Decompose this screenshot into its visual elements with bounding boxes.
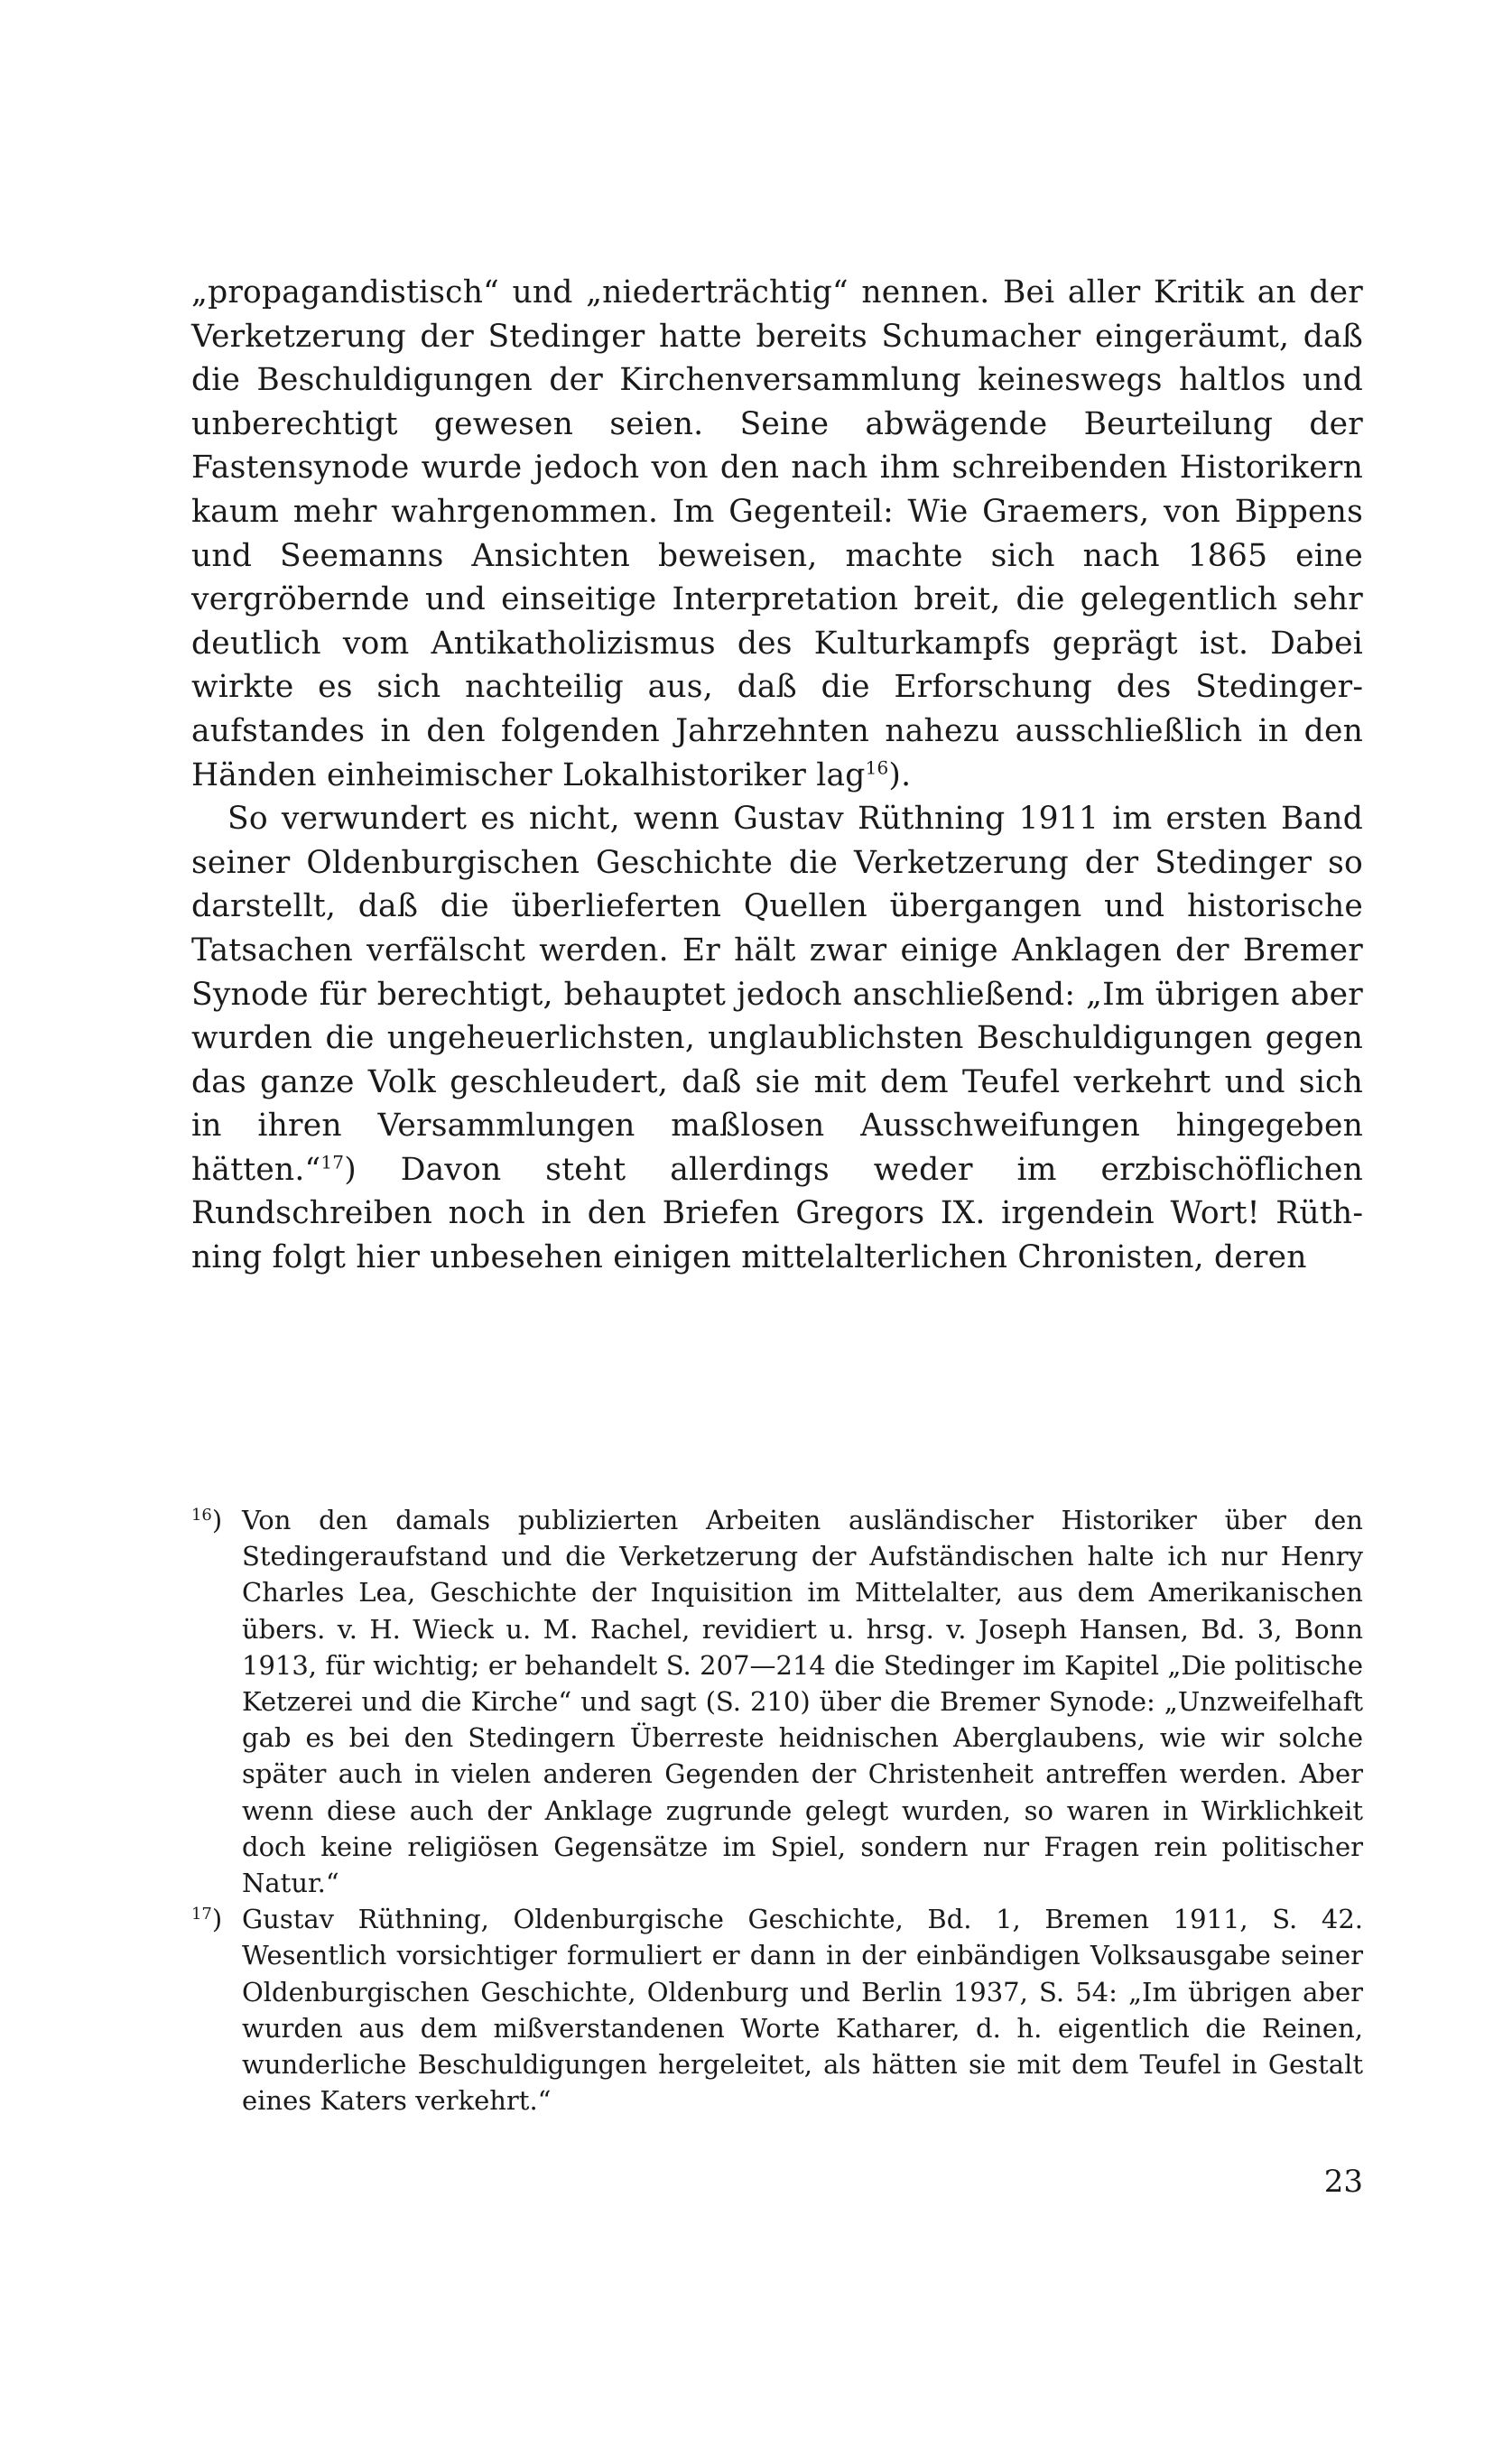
page-number: 23	[1323, 2164, 1363, 2200]
paragraph-1-text: „propagandistisch“ und „niederträchtig“ nennen. Bei aller Kritik an der Verketzerung der Stedinger hatte bereits Schumacher eingeräumt, daß die Beschuldigungen der Kirchenversammlung keineswegs haltlos und unberechtigt gewesen seien. Seine abwägende Beurteilung der Fastensynode wurde jedoch von den nach ihm schreibenden Historikern kaum mehr wahrgenommen. Im Gegenteil: Wie Graemers, von Bippens und Seemanns Ansichten beweisen, machte sich nach 1865 eine vergröbernde und einseitige Interpretation breit, die gelegentlich sehr deutlich vom Antikatholizismus des Kulturkampfs geprägt ist. Dabei wirkte es sich nachteilig aus, daß die Erforschung des Stedingeraufstandes in den folgenden Jahrzehnten nahezu ausschließlich in den Händen einheimischer Lokalhistoriker lag	[191, 274, 1363, 793]
footnote-16-number: 16	[191, 1506, 212, 1525]
footnote-16	[191, 1502, 1363, 1901]
footnote-16-marker	[191, 1502, 222, 1538]
footnote-ref-17: 17	[320, 1151, 345, 1173]
footnote-17-marker	[191, 1901, 222, 1937]
footnote-17-number: 17	[191, 1905, 212, 1924]
footnote-16-paren: )	[211, 1505, 223, 1535]
footnote-17	[191, 1901, 1363, 2119]
body-text	[191, 271, 1363, 1280]
paragraph-1	[191, 271, 1363, 797]
paragraph-2-tail: ) Davon steht allerdings weder im erzbischöflichen Rundschreiben noch in den Briefen Gregors IX. irgendein Wort! Rüthning folgt hier unbesehen einigen mittelalterlichen Chronisten, deren	[191, 1151, 1363, 1276]
paragraph-2	[191, 797, 1363, 1280]
footnote-16-text: Von den damals publizierten Arbeiten ausländischer Historiker über den Stedingeraufstand und die Verketzerung der Aufständischen halte ich nur Henry Charles Lea, Geschichte der Inquisition im Mittelalter, aus dem Amerikanischen übers. v. H. Wieck u. M. Rachel, revidiert u. hrsg. v. Joseph Hansen, Bd. 3, Bonn 1913, für wichtig; er behandelt S. 207—214 die Stedinger im Kapitel „Die politische Ketzerei und die Kirche“ und sagt (S. 210) über die Bremer Synode: „Unzweifelhaft gab es bei den Stedingern Überreste heidnischen Aberglaubens, wie wir solche später auch in vielen anderen Gegenden der Christenheit antreffen werden. Aber wenn diese auch der Anklage zugrunde gelegt wurden, so waren in Wirklichkeit doch keine religiösen Gegensätze im Spiel, sondern nur Fragen rein politischer Natur.“	[242, 1505, 1363, 1899]
footnote-17-text: Gustav Rüthning, Oldenburgische Geschichte, Bd. 1, Bremen 1911, S. 42. Wesentlich vorsichtiger formuliert er dann in der einbändigen Volksausgabe seiner Oldenburgischen Geschichte, Oldenburg und Berlin 1937, S. 54: „Im übrigen aber wurden aus dem mißverstandenen Worte Katharer, d. h. eigentlich die Reinen, wunderliche Beschuldigungen hergeleitet, als hätten sie mit dem Teufel in Gestalt eines Katers verkehrt.“	[242, 1904, 1363, 2117]
footnote-17-paren: )	[211, 1904, 223, 1935]
footnotes	[191, 1502, 1363, 2119]
paragraph-2-text: So verwundert es nicht, wenn Gustav Rüthning 1911 im ersten Band seiner Oldenburgischen Geschichte die Verketzerung der Stedinger so darstellt, daß die überlieferten Quellen übergangen und historische Tatsachen verfälscht werden. Er hält zwar einige Anklagen der Bremer Synode für berechtigt, behauptet jedoch anschließend: „Im übrigen aber wurden die ungeheuerlichsten, unglaublichsten Beschuldigungen gegen das ganze Volk geschleudert, daß sie mit dem Teufel verkehrt und sich in ihren Versammlungen maßlosen Ausschweifungen hingegeben hätten.“	[191, 801, 1363, 1188]
footnote-ref-16: 16	[865, 756, 889, 779]
paragraph-1-tail: ).	[888, 756, 912, 793]
